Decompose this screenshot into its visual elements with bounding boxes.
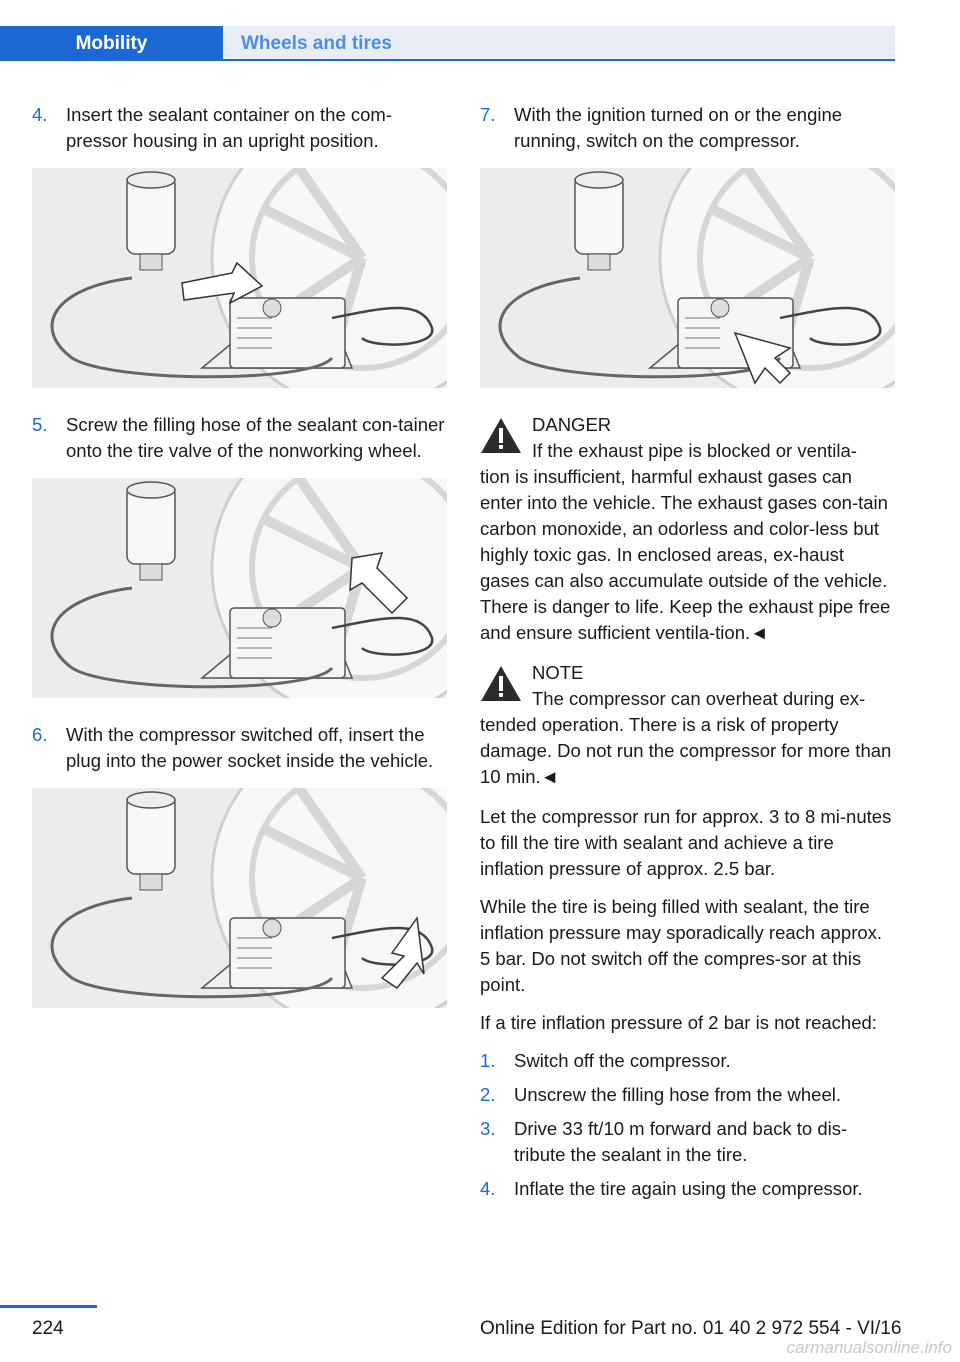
step-number: 4. [32,104,48,125]
danger-text: tion is insufficient, harmful exhaust gases can enter into the vehicle. The exhaust gases con‐tain carbon monoxide, an odorless and color‐less but highly toxic gas. In enclosed areas, ex‐haust gases can also accumulate outside of the vehicle. There is danger to life. Keep the exhaust pipe free and ensure sufficient ventila‐tion.◄ [480,466,891,643]
header-divider [0,59,895,61]
step-text: With the compressor switched off, insert the plug into the power socket inside the vehicle. [66,724,434,771]
danger-title: DANGER [532,414,612,435]
step-7 [480,102,895,154]
figure-screw-filling-hose [32,478,447,698]
step-number: 1. [480,1050,496,1071]
step-text: Switch off the compressor. [514,1050,731,1071]
section-tab-label: Mobility [75,32,148,54]
danger-first-line: If the exhaust pipe is blocked or ventila‐ [532,440,857,461]
step-6 [32,722,447,774]
step-number: 2. [480,1084,496,1105]
figure-insert-plug [32,788,447,1008]
step-number: 4. [480,1178,496,1199]
note-title: NOTE [532,662,584,683]
note-warning [480,660,895,790]
list-item [480,1048,895,1074]
figure-switch-on-compressor [480,168,895,388]
step-text: Inflate the tire again using the compressor. [514,1178,863,1199]
list-item [480,1176,895,1202]
step-number: 3. [480,1118,496,1139]
danger-warning [480,412,895,646]
chapter-tab-label: Wheels and tires [241,32,392,54]
note-text: tended operation. There is a risk of property damage. Do not run the compressor for more than 10 min.◄ [480,714,892,787]
paragraph-run-compressor: Let the compressor run for approx. 3 to 8 mi‐nutes to fill the tire with sealant and achieve a tire inflation pressure of approx. 2.5 bar. [480,806,892,879]
chapter-tab-wheels-and-tires[interactable] [223,26,895,61]
step-text: With the ignition turned on or the engine running, switch on the compressor. [514,104,843,151]
footer-accent-line [0,1305,97,1308]
right-column [480,102,895,1210]
list-item [480,1082,895,1108]
note-first-line: The compressor can overheat during ex‐ [532,688,866,709]
step-number: 7. [480,104,496,125]
step-number: 5. [32,414,48,435]
edition-label: Online Edition for Part no. 01 40 2 972 554 - VI/16 [480,1318,902,1339]
list-item [480,1116,895,1168]
warning-triangle-icon [480,416,522,454]
step-4 [32,102,447,154]
page-header [0,26,895,61]
step-text: Insert the sealant container on the com‐pressor housing in an upright position. [66,104,392,151]
left-column [32,102,447,1032]
paragraph-pressure-peak: While the tire is being filled with sealant, the tire inflation pressure may sporadically reach approx. 5 bar. Do not switch off the compres‐sor at this point. [480,896,883,995]
watermark: carmanualsonline.info [786,1338,952,1357]
figure-insert-sealant-container [32,168,447,388]
paragraph-not-reached: If a tire inflation pressure of 2 bar is not reached: [480,1012,877,1033]
warning-triangle-icon [480,664,522,702]
section-tab-mobility[interactable] [0,26,223,61]
page-number: 224 [32,1318,64,1339]
step-5 [32,412,447,464]
step-text: Unscrew the filling hose from the wheel. [514,1084,841,1105]
step-number: 6. [32,724,48,745]
step-text: Drive 33 ft/10 m forward and back to dis‐tribute the sealant in the tire. [514,1118,848,1165]
step-text: Screw the filling hose of the sealant con‐tainer onto the tire valve of the nonworking wheel. [66,414,445,461]
recovery-steps-list [480,1048,895,1202]
